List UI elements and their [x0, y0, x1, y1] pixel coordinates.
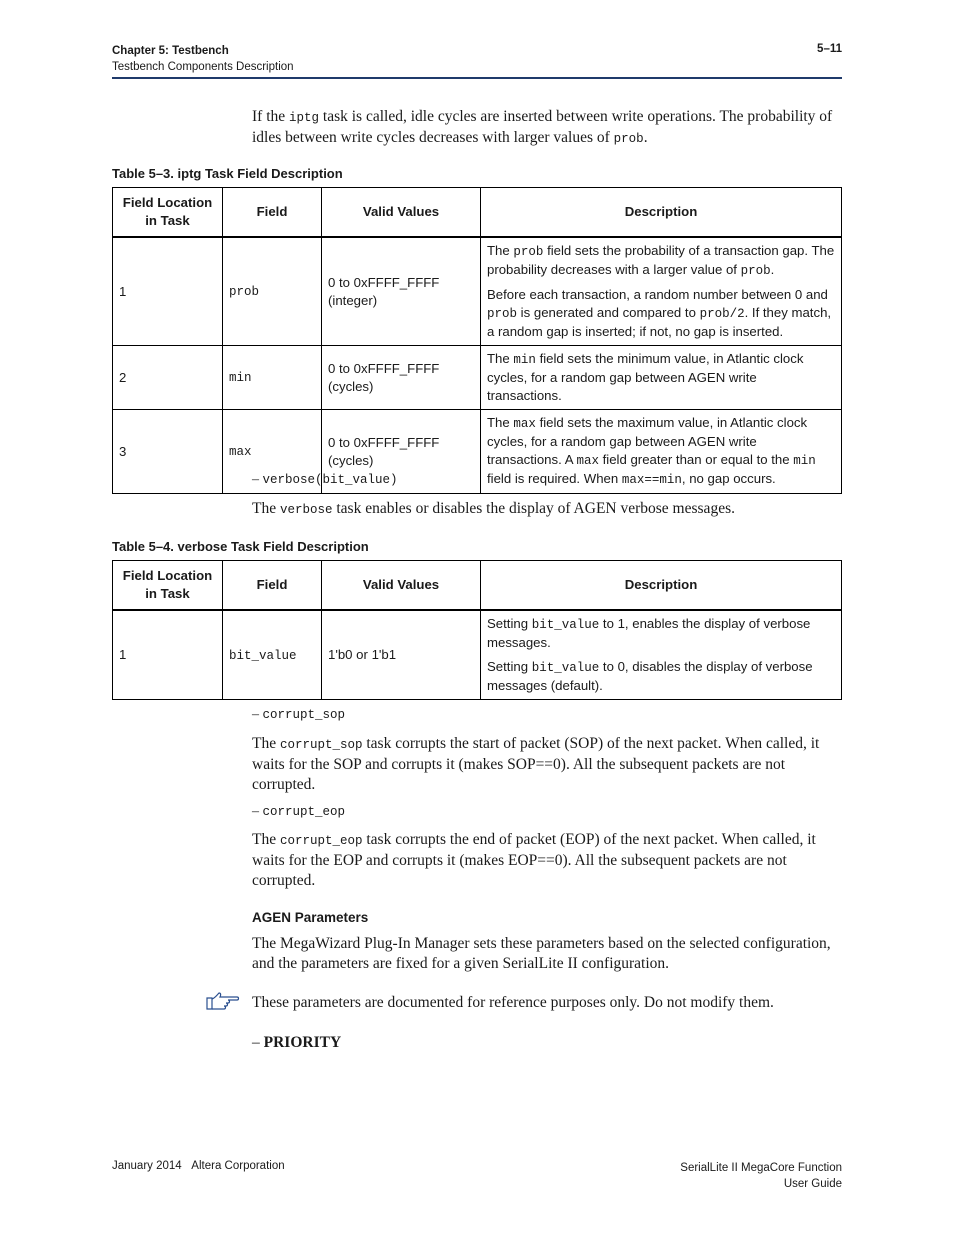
col-header-location: Field Location in Task [113, 188, 223, 238]
footer-left: January 2014 Altera Corporation [112, 1160, 285, 1172]
cell-valid-values: 0 to 0xFFFF_FFFF (cycles) [322, 410, 481, 494]
table-row [113, 610, 842, 700]
cell-description: The prob field sets the probability of a transaction gap. The probability decreases with a larger value of prob. Before each transaction, a random number between 0 and prob is generated and compared to prob/2. If they match, a random gap is inserted; if not, no gap is inserted. [481, 237, 842, 346]
verbose-paragraph: The verbose task enables or disables the display of AGEN verbose messages. [252, 500, 735, 517]
cell-location: 1 [113, 610, 223, 700]
cell-valid-values: 0 to 0xFFFF_FFFF (cycles) [322, 346, 481, 410]
header-rule [112, 77, 842, 79]
cell-field: bit_value [223, 610, 322, 700]
cell-field: prob [223, 237, 322, 346]
cell-description: The max field sets the maximum value, in Atlantic clock cycles, for a random gap between AGEN write transactions. A max field greater than or equal to the min field is required. When max==min, no gap occurs. [481, 410, 842, 494]
corrupt-sop-paragraph: The corrupt_sop task corrupts the start of packet (SOP) of the next packet. When called, it waits for the SOP and corrupts it (makes SOP==0). All the subsequent packets are not corrupted. [252, 735, 820, 793]
col-header-field: Field [223, 188, 322, 238]
iptg-field-table [112, 187, 842, 494]
table-row [113, 237, 842, 346]
priority-item: – PRIORITY [252, 1034, 342, 1051]
section-title: Testbench Components Description [112, 61, 294, 73]
page-number: 5–11 [817, 43, 842, 55]
agen-parameters-paragraph: The MegaWizard Plug-In Manager sets these parameters based on the selected configuration, and the parameters are fixed for a given SerialLite II configuration. [252, 935, 831, 972]
corrupt-eop-item: – corrupt_eop [252, 804, 346, 819]
cell-location: 2 [113, 346, 223, 410]
note-text: These parameters are documented for reference purposes only. Do not modify them. [252, 994, 774, 1011]
cell-description: The min field sets the minimum value, in Atlantic clock cycles, for a random gap between AGEN write transactions. [481, 346, 842, 410]
col-header-valid-values: Valid Values [322, 561, 481, 611]
cell-location: 1 [113, 237, 223, 346]
footer-doc: User Guide [783, 1178, 842, 1190]
table-row [113, 410, 842, 494]
chapter-title: Chapter 5: Testbench [112, 45, 229, 57]
col-header-location: Field Location in Task [113, 561, 223, 611]
cell-description: Setting bit_value to 1, enables the display of verbose messages. Setting bit_value to 0, disables the display of verbose messages (default). [481, 610, 842, 700]
cell-location: 3 [113, 410, 223, 494]
table-5-3-caption: Table 5–3. iptg Task Field Description [112, 166, 343, 181]
running-header [112, 43, 294, 75]
agen-parameters-heading: AGEN Parameters [252, 910, 369, 925]
cell-valid-values: 1'b0 or 1'b1 [322, 610, 481, 700]
footer-product: SerialLite II MegaCore Function [680, 1162, 842, 1174]
corrupt-sop-item: – corrupt_sop [252, 707, 346, 722]
col-header-description: Description [481, 561, 842, 611]
verbose-field-table [112, 560, 842, 700]
cell-field: min [223, 346, 322, 410]
footer-right [680, 1160, 842, 1192]
cell-valid-values: 0 to 0xFFFF_FFFF (integer) [322, 237, 481, 346]
col-header-field: Field [223, 561, 322, 611]
col-header-description: Description [481, 188, 842, 238]
corrupt-eop-paragraph: The corrupt_eop task corrupts the end of packet (EOP) of the next packet. When called, it waits for the EOP and corrupts it (makes EOP==0). All the subsequent packets are not corrupted. [252, 831, 816, 889]
col-header-valid-values: Valid Values [322, 188, 481, 238]
pointing-hand-icon [206, 992, 240, 1012]
table-5-4-caption: Table 5–4. verbose Task Field Description [112, 539, 369, 554]
verbose-item: – verbose(bit_value) [252, 472, 398, 487]
cell-field: max [223, 410, 322, 494]
intro-paragraph: If the iptg task is called, idle cycles are inserted between write operations. The probability of idles between write cycles decreases with larger values of prob. [252, 108, 833, 146]
table-row [113, 346, 842, 410]
